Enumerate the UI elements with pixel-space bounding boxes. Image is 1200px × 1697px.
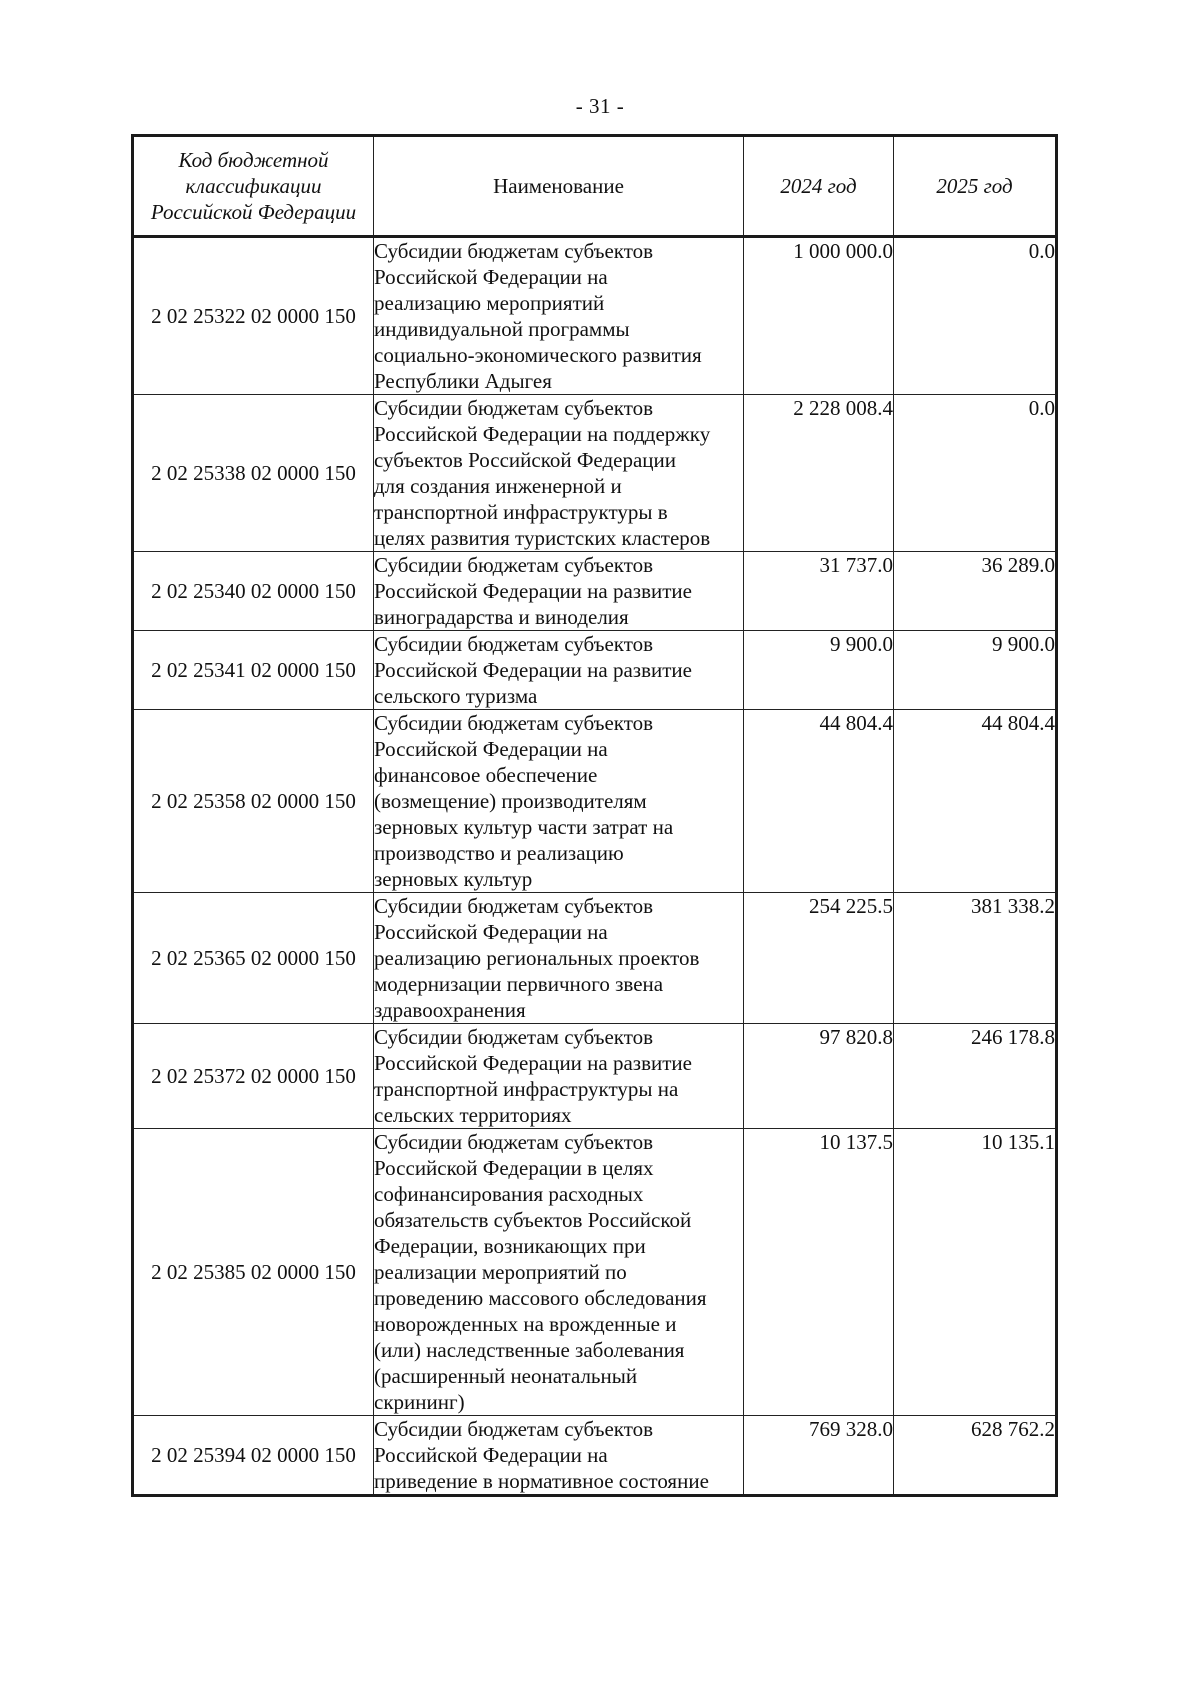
amount-2025-cell: 246 178.8 bbox=[894, 1024, 1057, 1129]
amount-2024-cell: 1 000 000.0 bbox=[744, 237, 894, 395]
name-line: скрининг) bbox=[374, 1390, 465, 1414]
name-line: Российской Федерации на развитие bbox=[374, 658, 692, 682]
budget-code-cell: 2 02 25341 02 0000 150 bbox=[133, 631, 374, 710]
name-line: субъектов Российской Федерации bbox=[374, 448, 677, 472]
name-cell bbox=[374, 1416, 744, 1496]
table-row bbox=[133, 631, 1057, 710]
name-line: Субсидии бюджетам субъектов bbox=[374, 894, 654, 918]
amount-2025-cell: 0.0 bbox=[894, 395, 1057, 552]
name-line: здравоохранения bbox=[374, 998, 526, 1022]
name-line: проведению массового обследования bbox=[374, 1286, 707, 1310]
amount-2024-cell: 769 328.0 bbox=[744, 1416, 894, 1496]
amount-2025-cell: 44 804.4 bbox=[894, 710, 1057, 893]
name-line: Российской Федерации на bbox=[374, 1443, 608, 1467]
name-line: транспортной инфраструктуры на bbox=[374, 1077, 679, 1101]
name-line: (возмещение) производителям bbox=[374, 789, 647, 813]
name-line: виноградарства и виноделия bbox=[374, 605, 629, 629]
table-row bbox=[133, 1129, 1057, 1416]
amount-2025-cell: 9 900.0 bbox=[894, 631, 1057, 710]
header-year-2024: 2024 год bbox=[744, 136, 894, 237]
name-line: Российской Федерации в целях bbox=[374, 1156, 654, 1180]
table-row bbox=[133, 552, 1057, 631]
budget-code-cell: 2 02 25365 02 0000 150 bbox=[133, 893, 374, 1024]
name-line: Субсидии бюджетам субъектов bbox=[374, 239, 654, 263]
name-line: реализации мероприятий по bbox=[374, 1260, 627, 1284]
table-header-row bbox=[133, 136, 1057, 237]
amount-2024-cell: 31 737.0 bbox=[744, 552, 894, 631]
amount-2024-cell: 10 137.5 bbox=[744, 1129, 894, 1416]
table-row bbox=[133, 893, 1057, 1024]
name-line: модернизации первичного звена bbox=[374, 972, 664, 996]
name-line: сельских территориях bbox=[374, 1103, 572, 1127]
name-line: Субсидии бюджетам субъектов bbox=[374, 1417, 654, 1441]
name-line: софинансирования расходных bbox=[374, 1182, 644, 1206]
name-line: сельского туризма bbox=[374, 684, 538, 708]
name-line: индивидуальной программы bbox=[374, 317, 630, 341]
table-row bbox=[133, 1024, 1057, 1129]
name-cell bbox=[374, 631, 744, 710]
table-row bbox=[133, 1416, 1057, 1496]
amount-2025-cell: 36 289.0 bbox=[894, 552, 1057, 631]
budget-code-cell: 2 02 25322 02 0000 150 bbox=[133, 237, 374, 395]
name-line: приведение в нормативное состояние bbox=[374, 1469, 709, 1493]
name-line: зерновых культур bbox=[374, 867, 533, 891]
page-number: - 31 - bbox=[575, 94, 625, 118]
amount-2025-cell: 628 762.2 bbox=[894, 1416, 1057, 1496]
name-line: (или) наследственные заболевания bbox=[374, 1338, 685, 1362]
name-line: Российской Федерации на развитие bbox=[374, 579, 692, 603]
name-line: Российской Федерации на bbox=[374, 920, 608, 944]
amount-2025-cell: 10 135.1 bbox=[894, 1129, 1057, 1416]
amount-2024-cell: 97 820.8 bbox=[744, 1024, 894, 1129]
name-line: Федерации, возникающих при bbox=[374, 1234, 646, 1258]
name-line: реализацию мероприятий bbox=[374, 291, 605, 315]
header-code-line: Российской Федерации bbox=[150, 200, 357, 224]
amount-2024-cell: 9 900.0 bbox=[744, 631, 894, 710]
name-line: Российской Федерации на bbox=[374, 265, 608, 289]
name-cell bbox=[374, 237, 744, 395]
header-code-line: классификации bbox=[185, 174, 322, 198]
name-line: Субсидии бюджетам субъектов bbox=[374, 1025, 654, 1049]
name-line: Субсидии бюджетам субъектов bbox=[374, 632, 654, 656]
name-line: финансовое обеспечение bbox=[374, 763, 598, 787]
budget-code-cell: 2 02 25338 02 0000 150 bbox=[133, 395, 374, 552]
amount-2025-cell: 0.0 bbox=[894, 237, 1057, 395]
table-row bbox=[133, 710, 1057, 893]
header-budget-code bbox=[133, 136, 374, 237]
name-cell bbox=[374, 395, 744, 552]
budget-code-cell: 2 02 25358 02 0000 150 bbox=[133, 710, 374, 893]
name-line: Субсидии бюджетам субъектов bbox=[374, 553, 654, 577]
name-line: Республики Адыгея bbox=[374, 369, 552, 393]
name-line: для создания инженерной и bbox=[374, 474, 622, 498]
amount-2024-cell: 2 228 008.4 bbox=[744, 395, 894, 552]
name-line: обязательств субъектов Российской bbox=[374, 1208, 692, 1232]
name-line: производство и реализацию bbox=[374, 841, 624, 865]
name-cell bbox=[374, 552, 744, 631]
name-cell bbox=[374, 1024, 744, 1129]
header-year-2025: 2025 год bbox=[894, 136, 1057, 237]
budget-revenue-table bbox=[131, 134, 1058, 1497]
amount-2025-cell: 381 338.2 bbox=[894, 893, 1057, 1024]
header-code-line: Код бюджетной bbox=[178, 148, 329, 172]
name-line: целях развития туристских кластеров bbox=[374, 526, 711, 550]
header-name: Наименование bbox=[374, 136, 744, 237]
name-line: реализацию региональных проектов bbox=[374, 946, 700, 970]
name-line: (расширенный неонатальный bbox=[374, 1364, 638, 1388]
name-line: Российской Федерации на поддержку bbox=[374, 422, 711, 446]
name-line: Субсидии бюджетам субъектов bbox=[374, 1130, 654, 1154]
amount-2024-cell: 44 804.4 bbox=[744, 710, 894, 893]
budget-code-cell: 2 02 25385 02 0000 150 bbox=[133, 1129, 374, 1416]
name-line: Субсидии бюджетам субъектов bbox=[374, 396, 654, 420]
name-line: социально-экономического развития bbox=[374, 343, 702, 367]
name-line: Российской Федерации на развитие bbox=[374, 1051, 692, 1075]
table-body bbox=[133, 237, 1057, 1496]
table-row bbox=[133, 237, 1057, 395]
budget-code-cell: 2 02 25340 02 0000 150 bbox=[133, 552, 374, 631]
name-cell bbox=[374, 893, 744, 1024]
budget-code-cell: 2 02 25372 02 0000 150 bbox=[133, 1024, 374, 1129]
name-cell bbox=[374, 710, 744, 893]
name-line: транспортной инфраструктуры в bbox=[374, 500, 668, 524]
name-cell bbox=[374, 1129, 744, 1416]
table-row bbox=[133, 395, 1057, 552]
budget-code-cell: 2 02 25394 02 0000 150 bbox=[133, 1416, 374, 1496]
name-line: новорожденных на врожденные и bbox=[374, 1312, 677, 1336]
name-line: зерновых культур части затрат на bbox=[374, 815, 674, 839]
amount-2024-cell: 254 225.5 bbox=[744, 893, 894, 1024]
name-line: Российской Федерации на bbox=[374, 737, 608, 761]
name-line: Субсидии бюджетам субъектов bbox=[374, 711, 654, 735]
